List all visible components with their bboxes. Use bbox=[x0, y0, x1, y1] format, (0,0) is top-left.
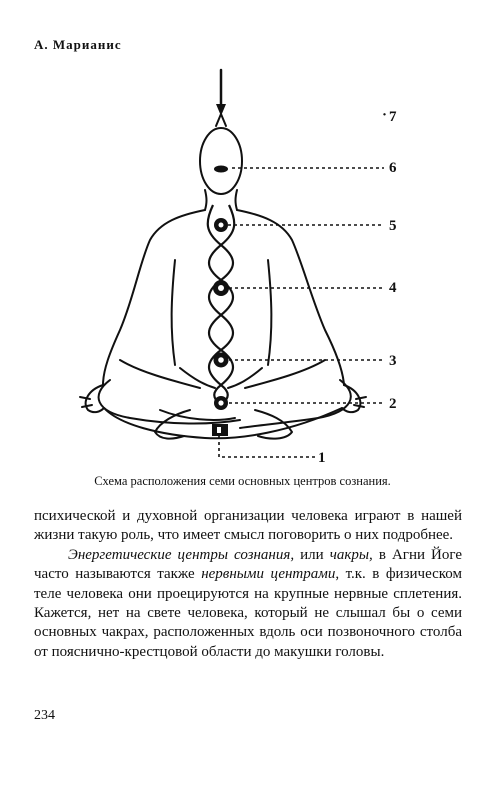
chakra-label-5: 5 bbox=[389, 218, 397, 234]
chakra-figure bbox=[0, 60, 485, 470]
chakra-label-4: 4 bbox=[389, 280, 397, 296]
running-head: А. Марианис bbox=[34, 37, 122, 52]
paragraph-2-text-1: или bbox=[294, 546, 330, 563]
chakra-label-7: 7 bbox=[389, 109, 397, 125]
term-nerve-centers: нервными центрами bbox=[201, 566, 336, 583]
term-chakras: чакры, bbox=[329, 546, 373, 563]
chakra-label-1: 1 bbox=[318, 450, 326, 466]
paragraph-2-text-2: в Агни Йоге часто называются также bbox=[34, 546, 462, 583]
svg-text:·: · bbox=[382, 107, 388, 123]
meditating-figure-illustration bbox=[0, 60, 485, 470]
body-text bbox=[34, 507, 462, 662]
paragraph-2 bbox=[34, 546, 462, 662]
figure-caption: Схема расположения семи основных центров сознания. bbox=[94, 474, 391, 488]
term-energy-centers: Энергетические центры сознания, bbox=[68, 546, 295, 563]
chakra-label-2: 2 bbox=[389, 396, 397, 412]
chakra-label-6: 6 bbox=[389, 160, 397, 176]
paragraph-1: психической и духовной организации человека играют в нашей жизни такую роль, что имеет смысл поговорить о них подробнее. bbox=[34, 508, 462, 544]
paragraph-2-text-3: , т.к. в физическом теле человека они проецируются на крупные нервные сплетения. Кажется, нет на свете человека, который не слышал бы о семи основных чакрах, расположенных вдоль оси позвоночного столба от пояснично-крестцовой области до макушки головы. bbox=[34, 566, 462, 660]
page-number: 234 bbox=[34, 708, 55, 723]
chakra-label-3: 3 bbox=[389, 353, 397, 369]
